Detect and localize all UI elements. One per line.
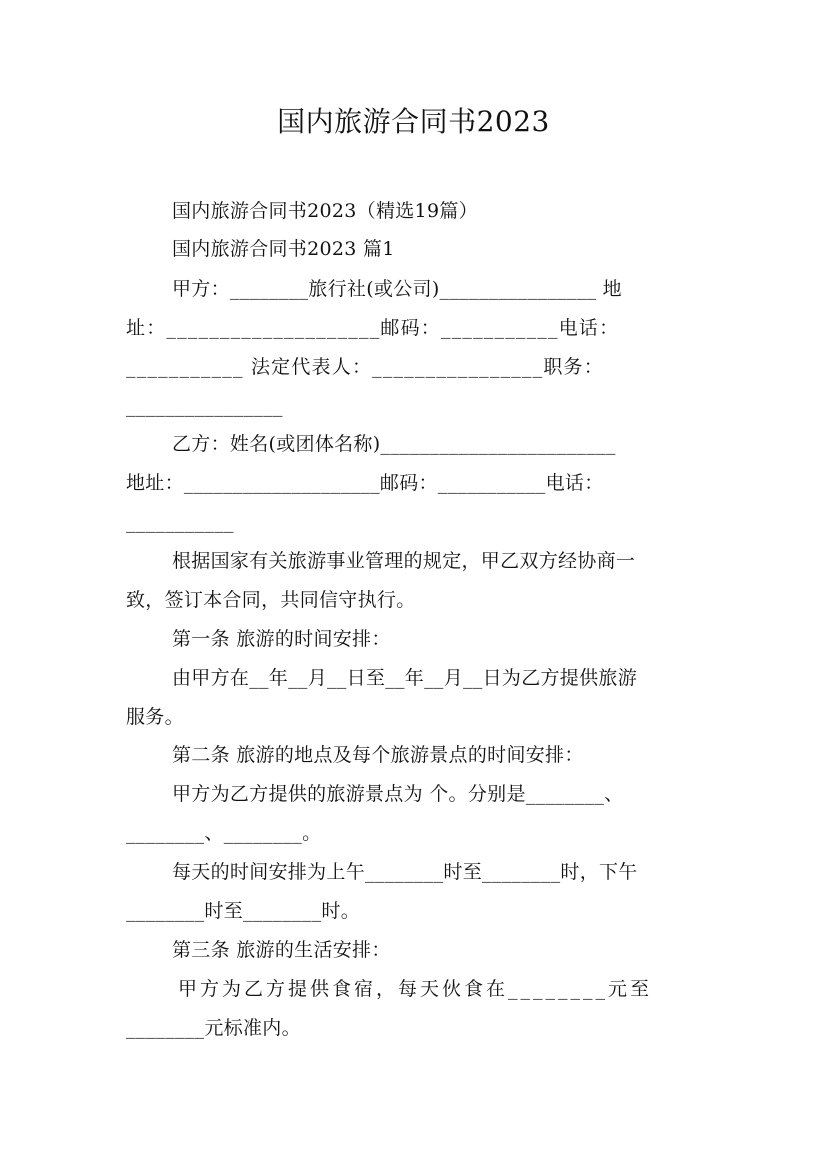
party-a-line-2: 址：____________________邮码：___________电话： — [126, 317, 620, 339]
party-b-line-2: 地址：____________________邮码：___________电话： — [126, 472, 604, 494]
preamble-line-2: 致，签订本合同，共同信守执行。 — [126, 589, 416, 611]
document-title: 国内旅游合同书2023 — [277, 105, 550, 138]
article-1-line-2: 服务。 — [126, 706, 184, 728]
article-3-line-2: ________元标准内。 — [126, 1017, 301, 1039]
preamble-line-1: 根据国家有关旅游事业管理的规定，甲乙双方经协商一 — [172, 550, 636, 572]
party-b-line-1: 乙方：姓名(或团体名称)________________________ — [172, 433, 616, 455]
article-1-line-1: 由甲方在__年__月__日至__年__月__日为乙方提供旅游 — [172, 667, 638, 689]
article-2-line-2: ________、________。 — [126, 822, 322, 844]
party-a-line-3: ___________ 法定代表人：________________职务： — [126, 356, 604, 378]
party-a-line-1: 甲方：________旅行社(或公司)________________ 地 — [172, 278, 622, 300]
article-2-line-4: ________时至________时。 — [126, 900, 360, 922]
article-2-line-3: 每天的时间安排为上午________时至________时，下午 — [172, 861, 638, 883]
party-a-line-4: ________________ — [126, 395, 283, 417]
article-3-heading: 第三条 旅游的生活安排： — [172, 939, 391, 961]
party-b-line-3: ___________ — [126, 511, 234, 533]
subtitle-line: 国内旅游合同书2023（精选19篇） — [172, 200, 478, 222]
article-2-line-1: 甲方为乙方提供的旅游景点为 个。分别是________、 — [172, 783, 624, 805]
article-2-heading: 第二条 旅游的地点及每个旅游景点的时间安排： — [172, 744, 584, 766]
chapter-heading: 国内旅游合同书2023 篇1 — [172, 238, 395, 260]
article-3-line-1: 甲方为乙方提供食宿，每天伙食在________元至 — [178, 978, 653, 1000]
article-1-heading: 第一条 旅游的时间安排： — [172, 628, 391, 650]
